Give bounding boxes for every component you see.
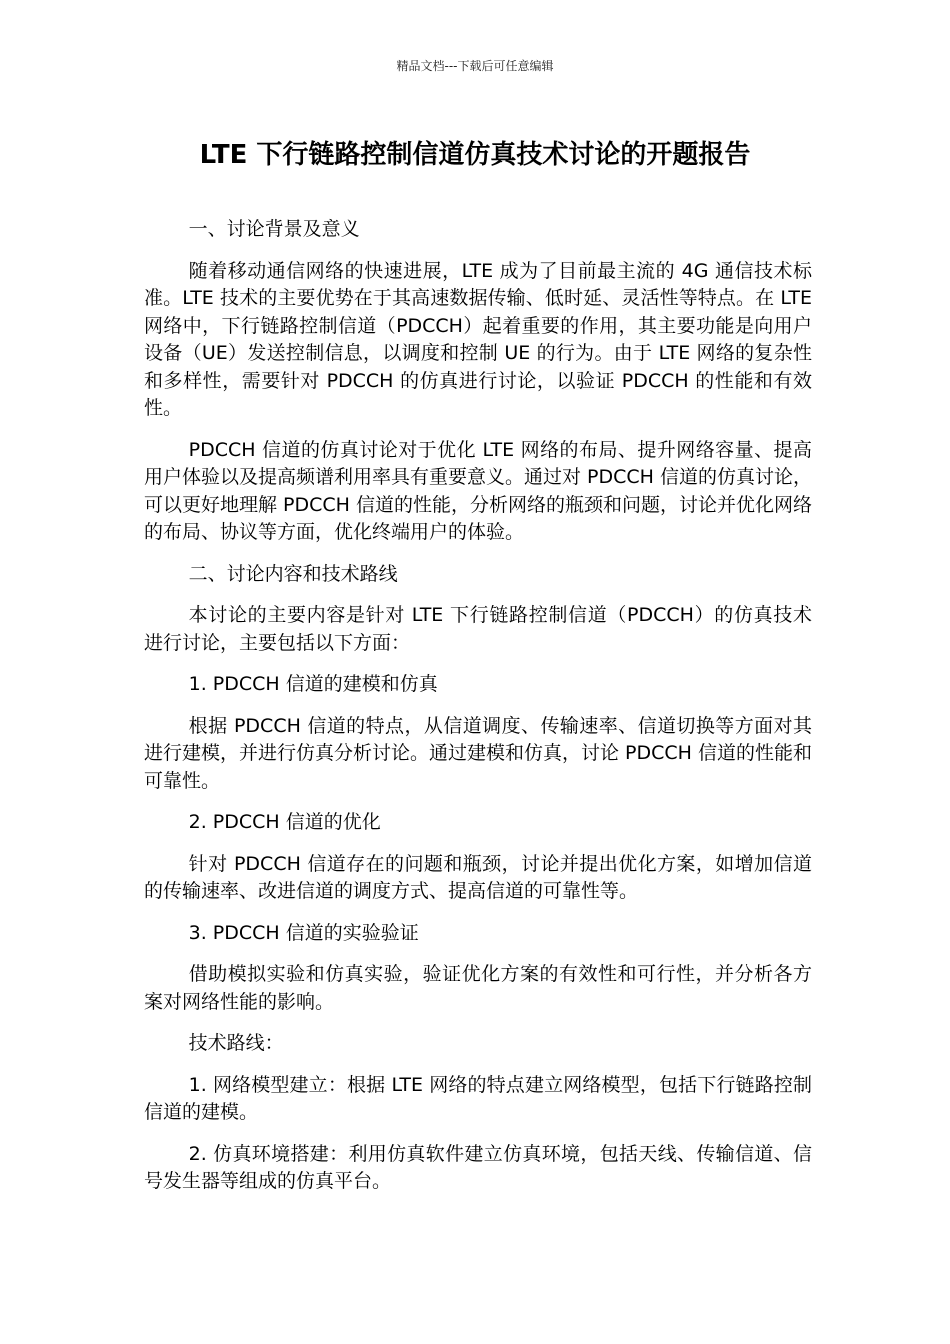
paragraph-significance: PDCCH 信道的仿真讨论对于优化 LTE 网络的布局、提升网络容量、提高用户体验以及提高频谱利用率具有重要意义。通过对 PDCCH 信道的仿真讨论，可以更好地理解 PDCCH 信道的性能，分析网络的瓶颈和问题，讨论并优化网络的布局、协议等方面，优化终端用户的体验。 [144, 438, 812, 543]
section-heading-content: 二、讨论内容和技术路线 [188, 562, 398, 585]
paragraph-content-intro: 本讨论的主要内容是针对 LTE 下行链路控制信道（PDCCH）的仿真技术进行讨论，主要包括以下方面： [144, 604, 812, 654]
page-header: 精品文档---下载后可任意编辑 [396, 59, 554, 73]
paragraph-modeling: 根据 PDCCH 信道的特点，从信道调度、传输速率、信道切换等方面对其进行建模，并进行仿真分析讨论。通过建模和仿真，讨论 PDCCH 信道的性能和可靠性。 [144, 714, 812, 792]
section-heading-background: 一、讨论背景及意义 [188, 218, 360, 240]
route-step-simulation-env: 2. 仿真环境搭建：利用仿真软件建立仿真环境，包括天线、传输信道、信号发生器等组成的仿真平台。 [144, 1142, 812, 1192]
item-heading-verification: 3. PDCCH 信道的实验验证 [188, 921, 419, 944]
item-heading-optimization: 2. PDCCH 信道的优化 [188, 811, 381, 833]
technical-route-label: 技术路线： [188, 1032, 284, 1054]
document-title: LTE 下行链路控制信道仿真技术讨论的开题报告 [199, 140, 751, 170]
item-heading-modeling: 1. PDCCH 信道的建模和仿真 [188, 673, 438, 695]
paragraph-optimization: 针对 PDCCH 信道存在的问题和瓶颈，讨论并提出优化方案，如增加信道的传输速率、改进信道的调度方式、提高信道的可靠性等。 [144, 852, 812, 902]
route-step-network-model: 1. 网络模型建立：根据 LTE 网络的特点建立网络模型，包括下行链路控制信道的建模。 [144, 1073, 812, 1123]
document-body [144, 216, 812, 1210]
paragraph-background: 随着移动通信网络的快速进展，LTE 成为了目前最主流的 4G 通信技术标准。LTE 技术的主要优势在于其高速数据传输、低时延、灵活性等特点。在 LTE 网络中，下行链路控制信道（PDCCH）起着重要的作用，其主要功能是向用户设备（UE）发送控制信息，以调度和控制 UE 的行为。由于 LTE 网络的复杂性和多样性，需要针对 PDCCH 的仿真进行讨论，以验证 PDCCH 的性能和有效性。 [144, 259, 812, 419]
paragraph-verification: 借助模拟实验和仿真实验，验证优化方案的有效性和可行性，并分析各方案对网络性能的影响。 [144, 963, 812, 1013]
